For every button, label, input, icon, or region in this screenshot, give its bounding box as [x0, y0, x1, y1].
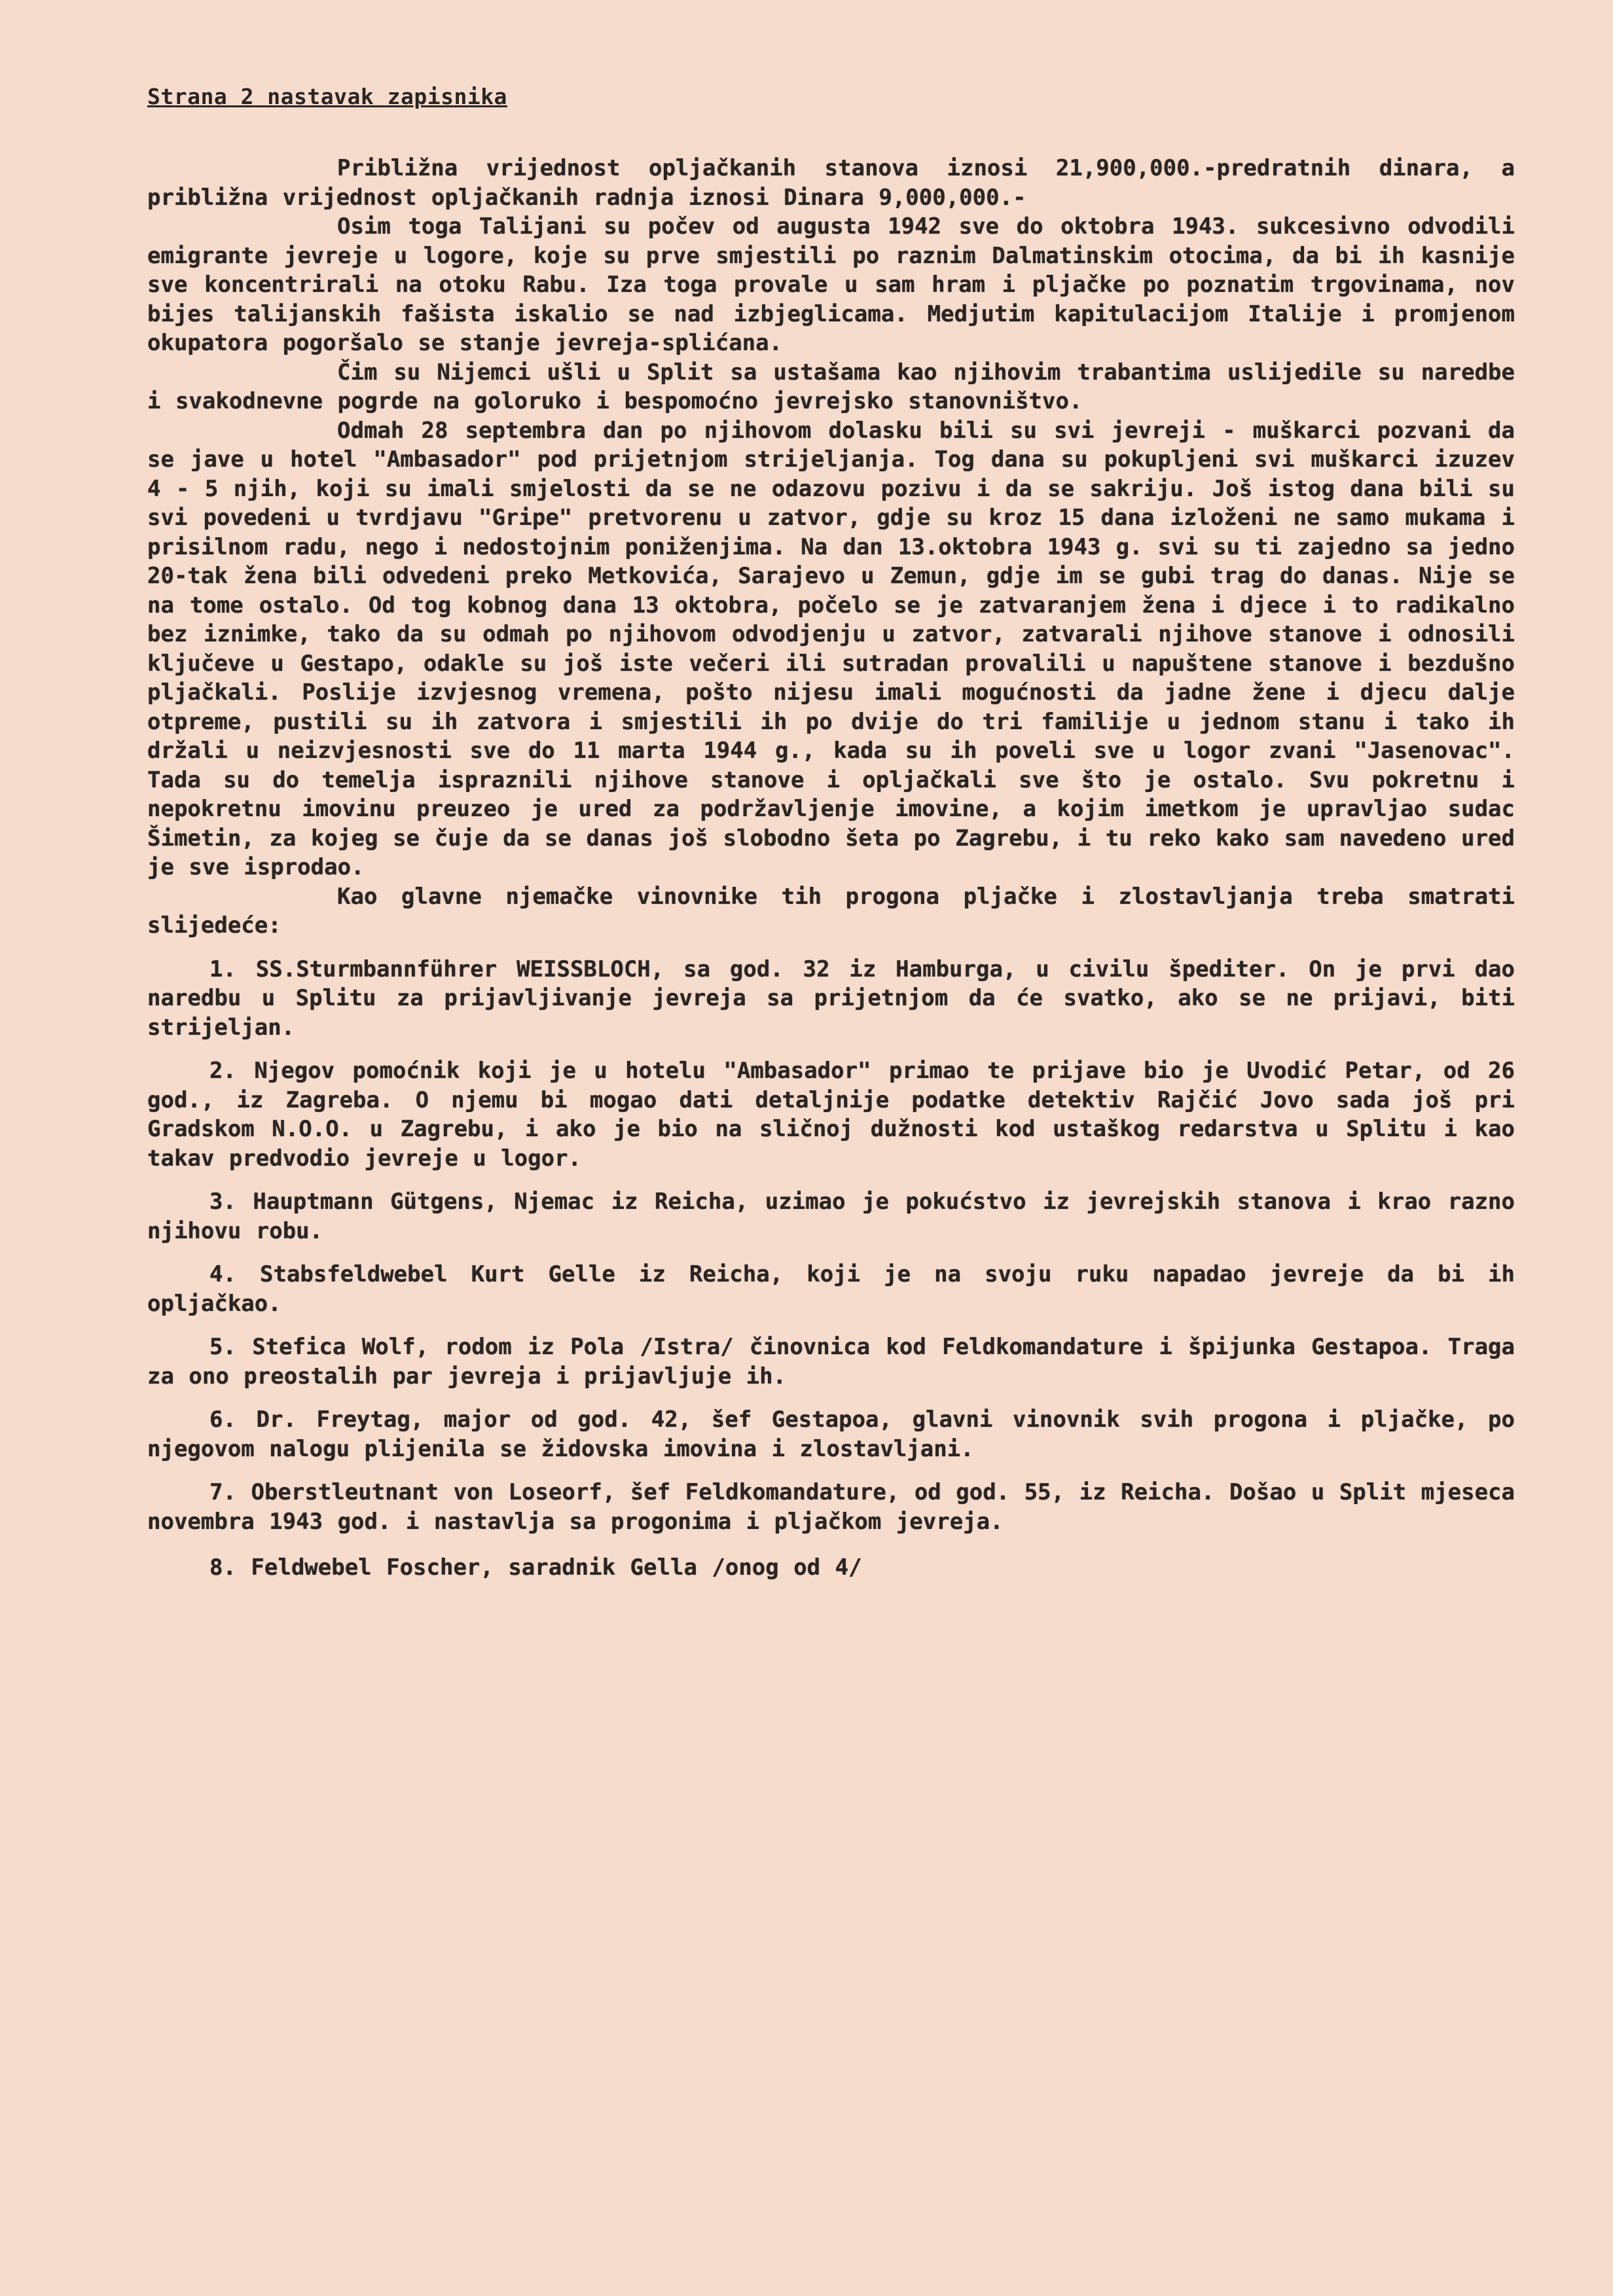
list-item: 2. Njegov pomoćnik koji je u hotelu "Ambasador" primao te prijave bio je Uvodić Petar, od 26 god., iz Zagreba. O njemu bi mogao dati detaljnije podatke detektiv Rajčić Jovo sada još pri Gradskom N.O.O. u Zagrebu, i ako je bio na sličnoj dužnosti kod ustaškog redarstva u Splitu i kao takav predvodio jevreje u logor. [147, 1058, 1515, 1172]
list-item: 5. Stefica Wolf, rodom iz Pola /Istra/ činovnica kod Feldkomandature i špijunka Gestapoa. Traga za ono preostalih par jevreja i prijavljuje ih. [147, 1334, 1515, 1390]
paragraph-value-estimate: Približna vrijednost opljačkanih stanova iznosi 21,900,000.-predratnih dinara, a približna vrijednost opljačkanih radnja iznosi Dinara 9,000,000.- [147, 155, 1515, 211]
list-item-last: 8. Feldwebel Foscher, saradnik Gella /onog od 4/ [209, 1554, 862, 1581]
list-item: 3. Hauptmann Gütgens, Njemac iz Reicha, uzimao je pokućstvo iz jevrejskih stanova i krao razno njihovu robu. [147, 1189, 1515, 1244]
list-item: 4. Stabsfeldwebel Kurt Gelle iz Reicha, koji je na svoju ruku napadao jevreje da bi ih opljačkao. [147, 1261, 1515, 1317]
page-heading: Strana 2 nastavak zapisnika [147, 84, 507, 109]
paragraph-arrests: Odmah 28 septembra dan po njihovom dolasku bili su svi jevreji - muškarci pozvani da se jave u hotel "Ambasador" pod prijetnjom strijeljanja. Tog dana su pokupljeni svi muškarci izuzev 4 - 5 njih, koji su imali smjelosti da se ne odazovu pozivu i da se sakriju. Još istog dana bili su svi povedeni u tvrdjavu "Gripe" pretvorenu u zatvor, gdje su kroz 15 dana izloženi ne samo mukama i prisilnom radu, nego i nedostojnim poniženjima. Na dan 13.oktobra 1943 g. svi su ti zajedno sa jedno 20-tak žena bili odvedeni preko Metkovića, Sarajevo u Zemun, gdje im se gubi trag do danas. Nije se na tome ostalo. Od tog kobnog dana 13 oktobra, počelo se je zatvaranjem žena i djece i to radikalno bez iznimke, tako da su odmah po njihovom odvodjenju u zatvor, zatvarali njihove stanove i odnosili ključeve u Gestapo, odakle su još iste večeri ili sutradan provalili u napuštene stanove i bezdušno pljačkali. Poslije izvjesnog vremena, pošto nijesu imali mogućnosti da jadne žene i djecu dalje otpreme, pustili su ih zatvora i smjestili ih po dvije do tri familije u jednom stanu i tako ih držali u neizvjesnosti sve do 11 marta 1944 g., kada su ih poveli sve u logor zvani "Jasenovac". Tada su do temelja ispraznili njihove stanove i opljačkali sve što je ostalo. Svu pokretnu i nepokretnu imovinu preuzeo je ured za podržavljenje imovine, a kojim imetkom je upravljao sudac Šimetin, za kojeg se čuje da se danas još slobodno šeta po Zagrebu, i tu reko kako sam navedeno ured je sve isprodao. [147, 417, 1515, 880]
list-item: 7. Oberstleutnant von Loseorf, šef Feldkomandature, od god. 55, iz Reicha. Došao u Split mjeseca novembra 1943 god. i nastavlja sa progonima i pljačkom jevreja. [147, 1479, 1515, 1535]
list-item: 6. Dr. Freytag, major od god. 42, šef Gestapoa, glavni vinovnik svih progona i pljačke, po njegovom nalogu plijenila se židovska imovina i zlostavljani. [147, 1407, 1515, 1462]
paragraph-german-arrival: Čim su Nijemci ušli u Split sa ustašama kao njihovim trabantima uslijedile su naredbe i svakodnevne pogrde na goloruko i bespomoćno jevrejsko stanovništvo. [147, 359, 1515, 414]
paragraph-perpetrators-intro: Kao glavne njemačke vinovnike tih progona pljačke i zlostavljanja treba smatrati slijedeće: [147, 883, 1515, 939]
list-item: 1. SS.Sturmbannführer WEISSBLOCH, sa god. 32 iz Hamburga, u civilu špediter. On je prvi dao naredbu u Splitu za prijavljivanje jevreja sa prijetnjom da će svatko, ako se ne prijavi, biti strijeljan. [147, 956, 1515, 1041]
paragraph-italian-period: Osim toga Talijani su počev od augusta 1942 sve do oktobra 1943. sukcesivno odvodili emigrante jevreje u logore, koje su prve smjestili po raznim Dalmatinskim otocima, da bi ih kasnije sve koncentrirali na otoku Rabu. Iza toga provale u sam hram i pljačke po poznatim trgovinama, nov bijes talijanskih fašista iskalio se nad izbjeglicama. Medjutim kapitulacijom Italije i promjenom okupatora pogoršalo se stanje jevreja-splićana. [147, 213, 1515, 356]
